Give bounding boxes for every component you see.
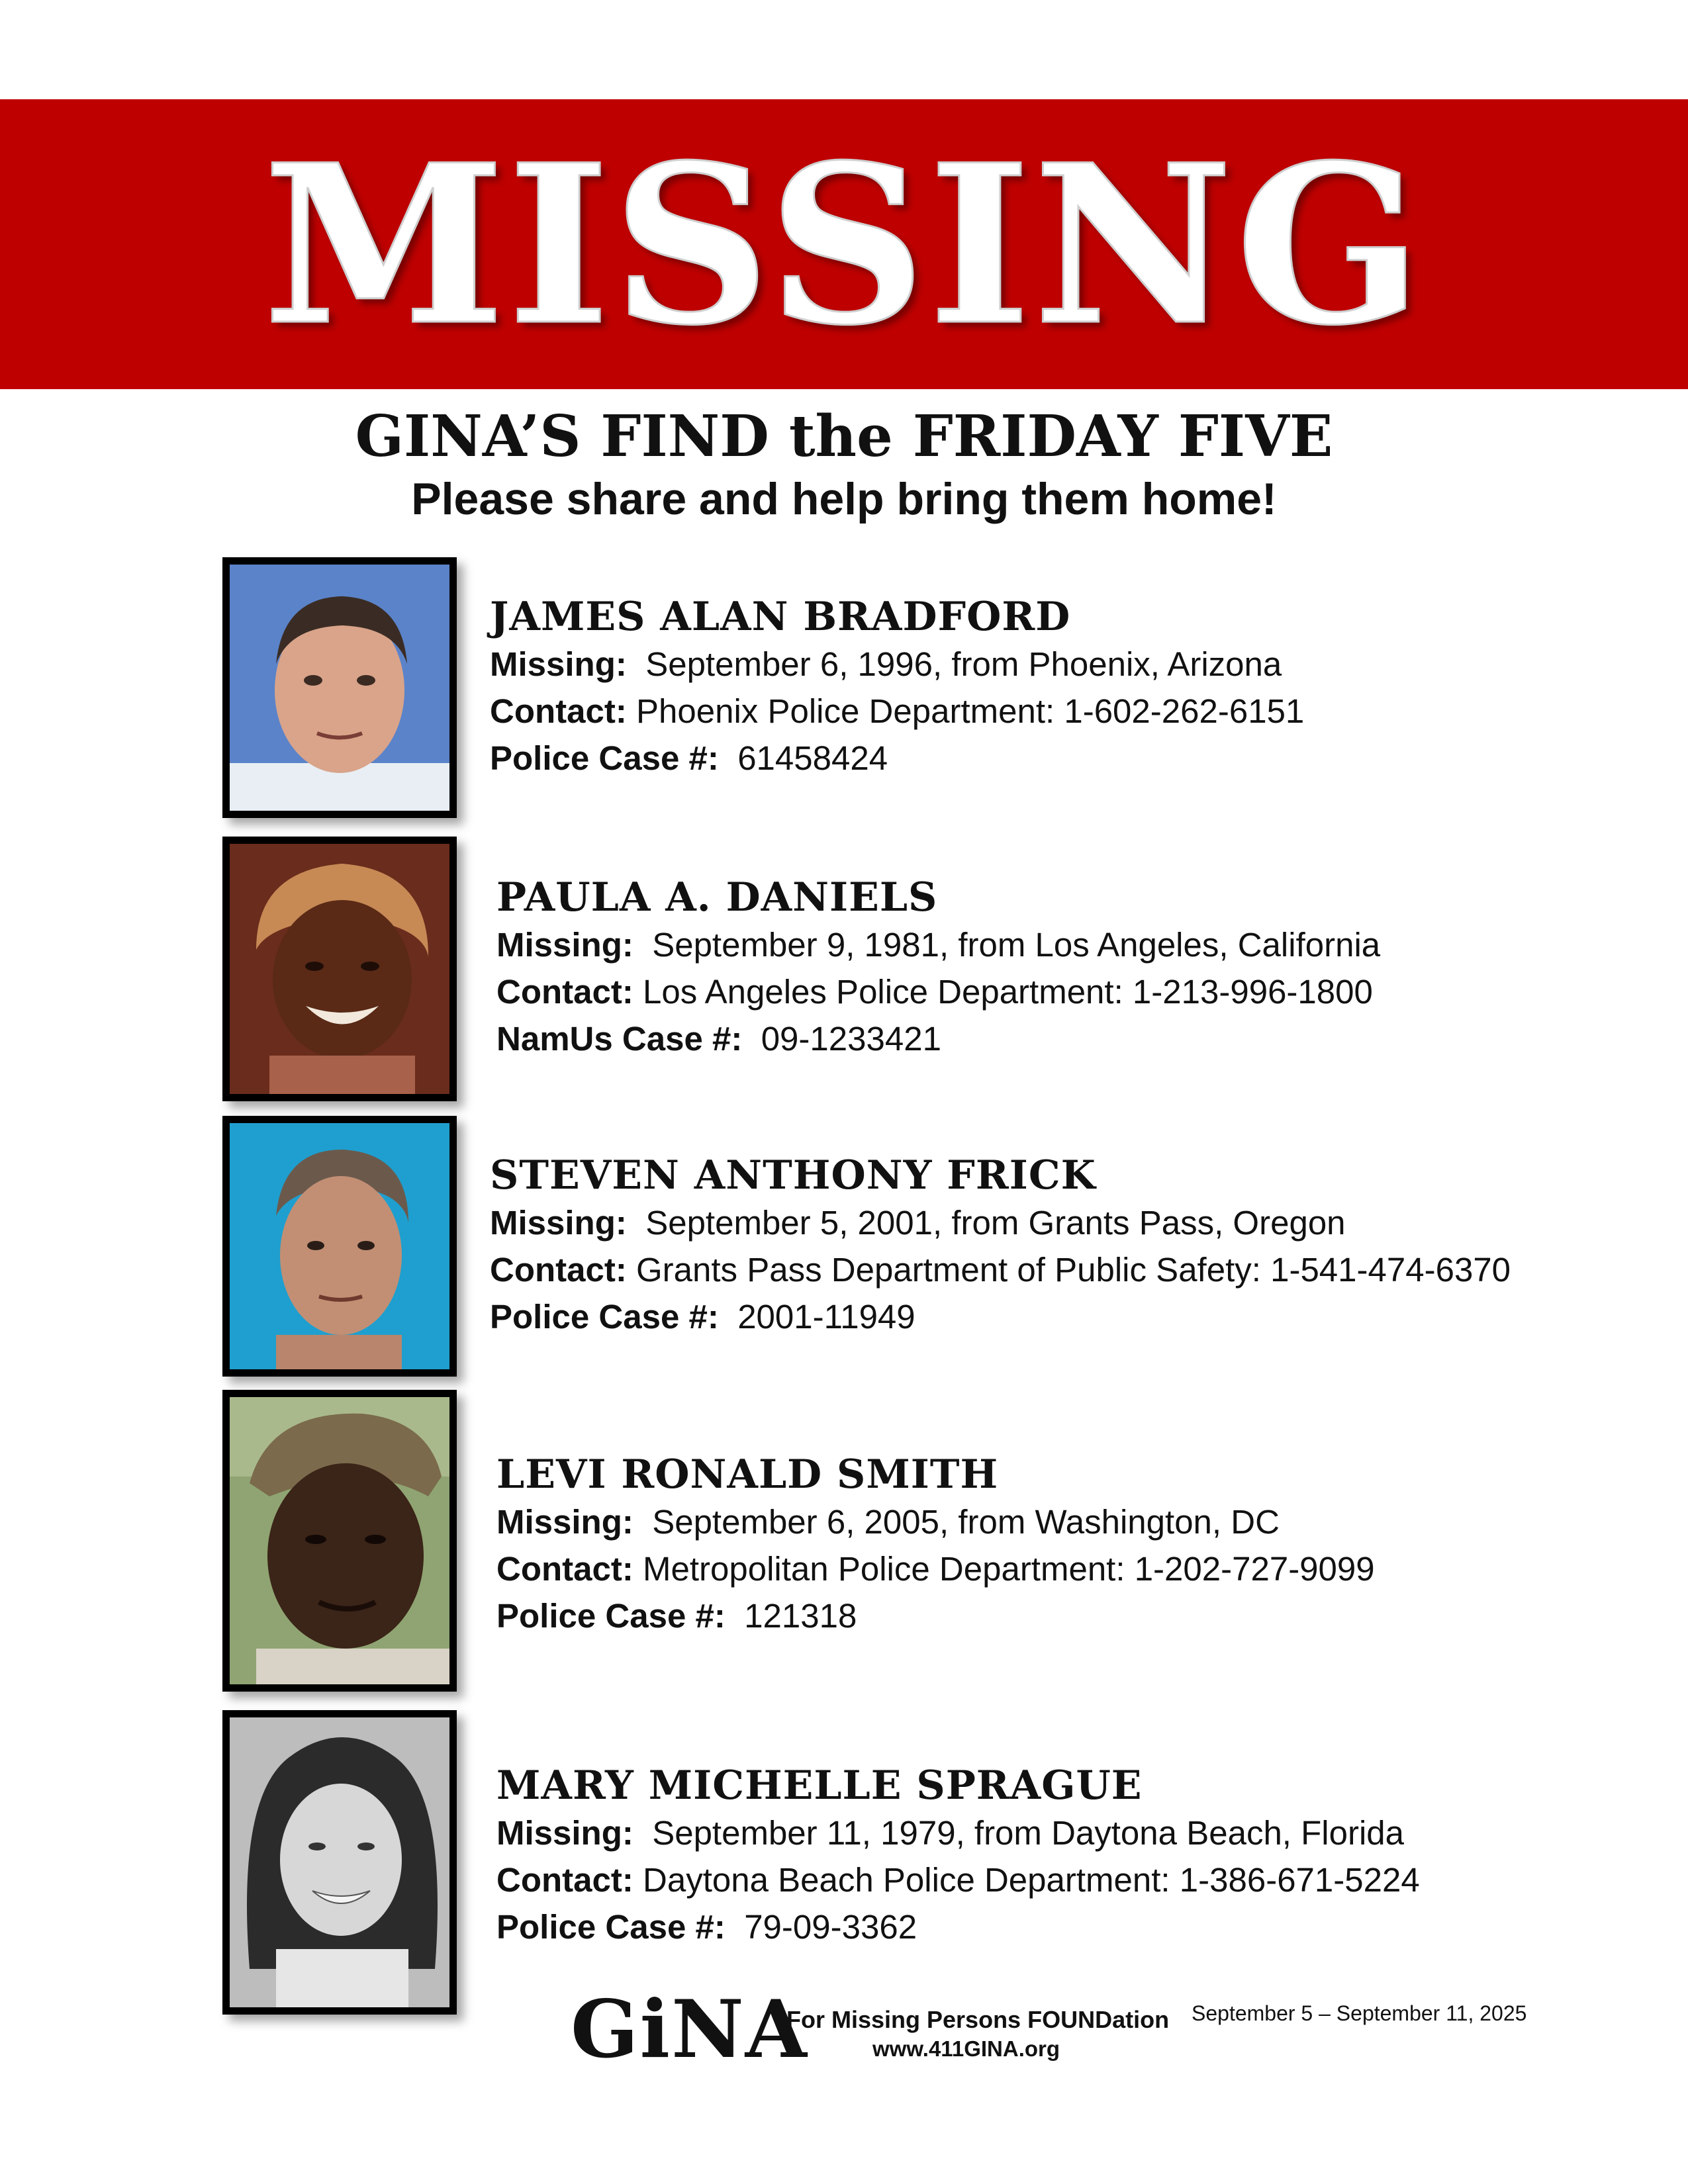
contact-label: Contact: xyxy=(496,1550,633,1588)
contact-value: Metropolitan Police Department: 1-202-727-9099 xyxy=(643,1550,1375,1588)
contact-value: Phoenix Police Department: 1-602-262-6151 xyxy=(636,692,1305,730)
missing-value: September 6, 2005, from Washington, DC xyxy=(652,1503,1280,1541)
missing-label: Missing: xyxy=(490,1204,627,1242)
missing-value: September 9, 1981, from Los Angeles, California xyxy=(652,926,1381,964)
case-line xyxy=(490,735,1304,782)
person-entry xyxy=(490,1152,1511,1340)
photo-james-alan-bradford xyxy=(222,557,457,818)
gina-logo: GiNA xyxy=(571,1983,808,2076)
case-label: Police Case #: xyxy=(496,1908,726,1946)
person-name: PAULA A. DANIELS xyxy=(496,874,938,921)
person-entry xyxy=(490,593,1304,782)
photo-paula-a-daniels xyxy=(222,837,457,1101)
case-label: Police Case #: xyxy=(490,739,719,777)
banner-title: MISSING xyxy=(263,116,1425,373)
contact-value: Grants Pass Department of Public Safety: 1-541-474-6370 xyxy=(636,1251,1511,1289)
contact-line xyxy=(490,688,1304,735)
person-entry xyxy=(496,874,1380,1062)
missing-label: Missing: xyxy=(496,1814,633,1852)
contact-line xyxy=(490,1246,1511,1293)
contact-label: Contact: xyxy=(490,692,627,730)
case-label: NamUs Case #: xyxy=(496,1020,743,1058)
missing-value: September 5, 2001, from Grants Pass, Oregon xyxy=(645,1204,1346,1242)
person-name: JAMES ALAN BRADFORD xyxy=(490,594,1071,640)
website-link[interactable]: www.411GINA.org xyxy=(872,2036,1060,2061)
case-value: 61458424 xyxy=(737,739,888,777)
contact-line xyxy=(496,1545,1375,1592)
missing-line xyxy=(490,641,1304,688)
missing-label: Missing: xyxy=(490,645,627,683)
contact-value: Daytona Beach Police Department: 1-386-671-5224 xyxy=(643,1861,1420,1899)
person-name: LEVI RONALD SMITH xyxy=(496,1451,999,1498)
logo-tagline-suffix: ation xyxy=(1112,2006,1170,2033)
missing-line xyxy=(496,921,1380,968)
contact-label: Contact: xyxy=(496,1861,633,1899)
page-subtitle: GINA’S FIND the FRIDAY FIVE xyxy=(355,403,1333,470)
contact-line xyxy=(496,968,1380,1015)
case-value: 79-09-3362 xyxy=(744,1908,917,1946)
person-entry xyxy=(496,1451,1375,1639)
person-entry xyxy=(496,1762,1420,1950)
date-range: September 5 – September 11, 2025 xyxy=(1192,2001,1527,2025)
contact-value: Los Angeles Police Department: 1-213-996-1800 xyxy=(643,973,1373,1011)
case-line xyxy=(496,1015,1380,1062)
contact-line xyxy=(496,1856,1420,1903)
missing-label: Missing: xyxy=(496,1503,633,1541)
logo-tagline-prefix: For Missing Persons xyxy=(786,2006,1028,2033)
contact-label: Contact: xyxy=(496,973,633,1011)
missing-label: Missing: xyxy=(496,926,633,964)
case-label: Police Case #: xyxy=(496,1597,726,1635)
missing-line xyxy=(496,1498,1375,1545)
case-value: 2001-11949 xyxy=(737,1298,915,1336)
missing-line xyxy=(496,1809,1420,1856)
photo-steven-anthony-frick xyxy=(222,1116,457,1377)
photo-mary-michelle-sprague xyxy=(222,1710,457,2015)
case-label: Police Case #: xyxy=(490,1298,719,1336)
case-line xyxy=(496,1903,1420,1950)
contact-label: Contact: xyxy=(490,1251,627,1289)
logo-tagline xyxy=(786,2005,1169,2034)
share-tagline: Please share and help bring them home! xyxy=(411,474,1277,524)
case-value: 09-1233421 xyxy=(761,1020,941,1058)
missing-line xyxy=(490,1199,1511,1246)
missing-value: September 11, 1979, from Daytona Beach, Florida xyxy=(652,1814,1405,1852)
person-name: MARY MICHELLE SPRAGUE xyxy=(496,1762,1143,1809)
logo-tagline-bold: FOUND xyxy=(1027,2006,1113,2033)
person-name: STEVEN ANTHONY FRICK xyxy=(490,1152,1096,1199)
case-value: 121318 xyxy=(744,1597,857,1635)
case-line xyxy=(490,1293,1511,1340)
missing-value: September 6, 1996, from Phoenix, Arizona xyxy=(645,645,1282,683)
case-line xyxy=(496,1592,1375,1639)
photo-levi-ronald-smith xyxy=(222,1390,457,1692)
